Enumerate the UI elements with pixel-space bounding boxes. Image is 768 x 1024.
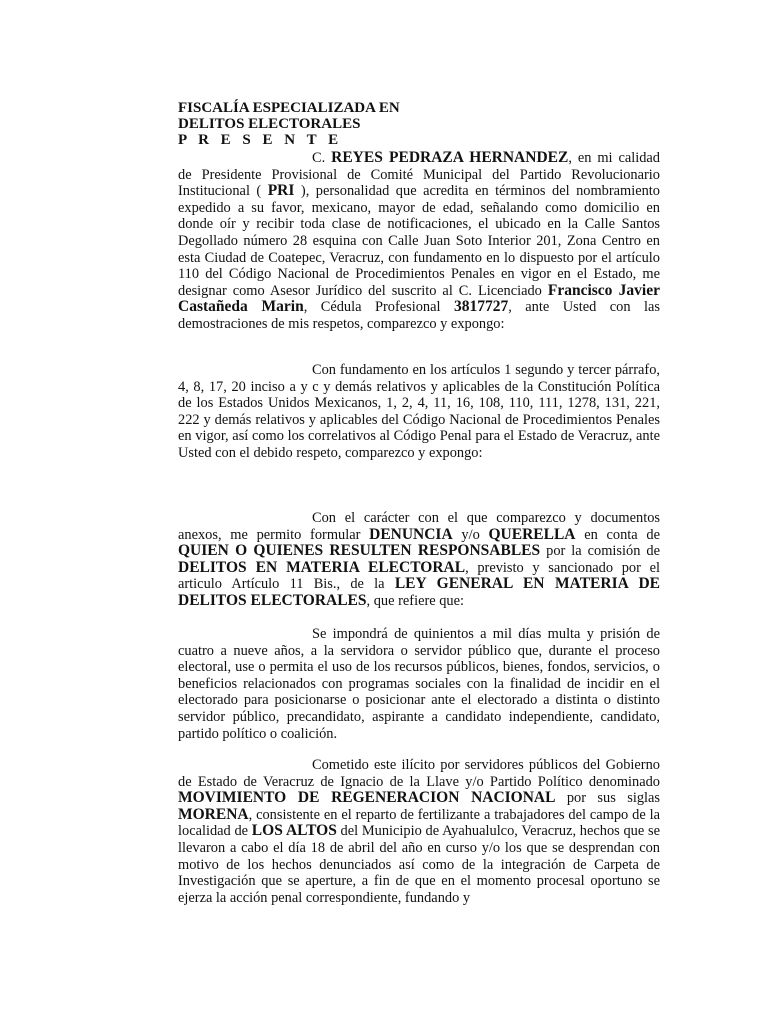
bold-text-run: MOVIMIENTO DE REGENERACION NACIONAL (178, 789, 556, 807)
text-run: C. (312, 150, 332, 166)
addressee-line-2: DELITOS ELECTORALES (178, 116, 361, 132)
text-run: por la comisión de (540, 543, 660, 560)
paragraph-intro (178, 150, 660, 333)
text-run: y/o (452, 526, 489, 543)
text-run: Se impondrá de quinientos a mil días multa y prisión de cuatro a nueve años, a la servidora o servidor público que, durante el proceso electoral, use o permita el uso de los recursos públicos, bienes, fondos, servicios, o beneficios relacionados con programas sociales con la finalidad de incidir en el electorado para posicionarse o posicionar ante el electorado a distinta o distinto servidor público, precandidato, aspirante a candidato independiente, candidato, partido político o coalición. (178, 626, 660, 742)
text-run: , consistente en el reparto de fertilizante a trabajadores del campo de la localidad de (178, 806, 660, 840)
paragraph-quoted-article (178, 626, 660, 742)
paragraph-complaint (178, 510, 660, 610)
bold-text-run: LOS ALTOS (251, 822, 337, 840)
bold-text-run: QUERELLA (488, 525, 576, 543)
presente-line: P R E S E N T E (178, 132, 343, 148)
addressee-header (178, 100, 658, 148)
bold-text-run: 3817727 (453, 298, 509, 316)
bold-text-run: LEY GENERAL EN MATERIA DE DELITOS ELECTORALES (178, 575, 660, 609)
bold-text-run: DELITOS EN MATERIA ELECTORAL (178, 558, 466, 576)
text-run: , previsto y sancionado por el articulo Artículo 11 Bis., de la (178, 559, 660, 593)
text-run: , Cédula Profesional (303, 299, 454, 316)
text-run: , ante Usted con las demostraciones de mis respetos, comparezco y expongo: (178, 299, 660, 332)
paragraph-legal-basis (178, 362, 660, 462)
text-run: , que refiere que: (366, 592, 465, 609)
text-run: Con el carácter con el que comparezco y documentos anexos, me permito formular (178, 510, 660, 543)
bold-text-run: MORENA (178, 805, 249, 823)
paragraph-facts (178, 757, 660, 906)
bold-text-run: DENUNCIA (369, 525, 453, 543)
addressee-line-1: FISCALÍA ESPECIALIZADA EN (178, 100, 400, 116)
bold-text-run: PRI (267, 182, 295, 200)
text-run: Con fundamento en los artículos 1 segundo y tercer párrafo, 4, 8, 17, 20 inciso a y c y demás relativos y aplicables de la Constitución Política de los Estados Unidos Mexicanos, 1, 2, 4, 11, 16, 108, 110, 111, 1278, 131, 221, 222 y demás relativos y aplicables del Código Nacional de Procedimientos Penales en vigor, así como los correlativos al Código Penal para el Estado de Veracruz, ante Usted con el debido respeto, comparezco y expongo: (178, 362, 660, 461)
text-run: Cometido este ilícito por servidores públicos del Gobierno de Estado de Veracruz de Ignacio de la Llave y/o Partido Político denominado (178, 757, 660, 790)
text-run: ), personalidad que acredita en términos del nombramiento expedido a su favor, mexicano, mayor de edad, señalando como domicilio en donde oír y recibir toda clase de notificaciones, el ubicado en la Calle Santos Degollado número 28 esquina con Calle Juan Soto Interior 201, Zona Centro en esta Ciudad de Coatepec, Veracruz, con fundamento en lo dispuesto por el artículo 110 del Código Nacional de Procedimientos Penales en vigor en el Estado, me designar como Asesor Jurídico del suscrito al C. Licenciado (178, 183, 660, 299)
text-run: del Municipio de Ayahualulco, Veracruz, hechos que se llevaron a cabo el día 18 de abril del año en curso y/o los que se desprendan con motivo de los hechos denunciados así como de la integración de Carpeta de Investigación que se aperture, a fin de que en el momento procesal oportuno se ejerza la acción penal correspondiente, fundando y (178, 823, 660, 906)
text-run: por sus siglas (555, 790, 660, 807)
bold-text-run: QUIEN O QUIENES RESULTEN RESPONSABLES (178, 542, 541, 560)
text-run: en conta de (575, 526, 660, 543)
text-run: , en mi calidad de Presidente Provisional de Comité Municipal del Partido Revolucionario Institucional ( (178, 150, 660, 200)
bold-text-run: Francisco Javier Castañeda Marin (178, 281, 660, 316)
bold-text-run: REYES PEDRAZA HERNANDEZ (331, 149, 569, 166)
